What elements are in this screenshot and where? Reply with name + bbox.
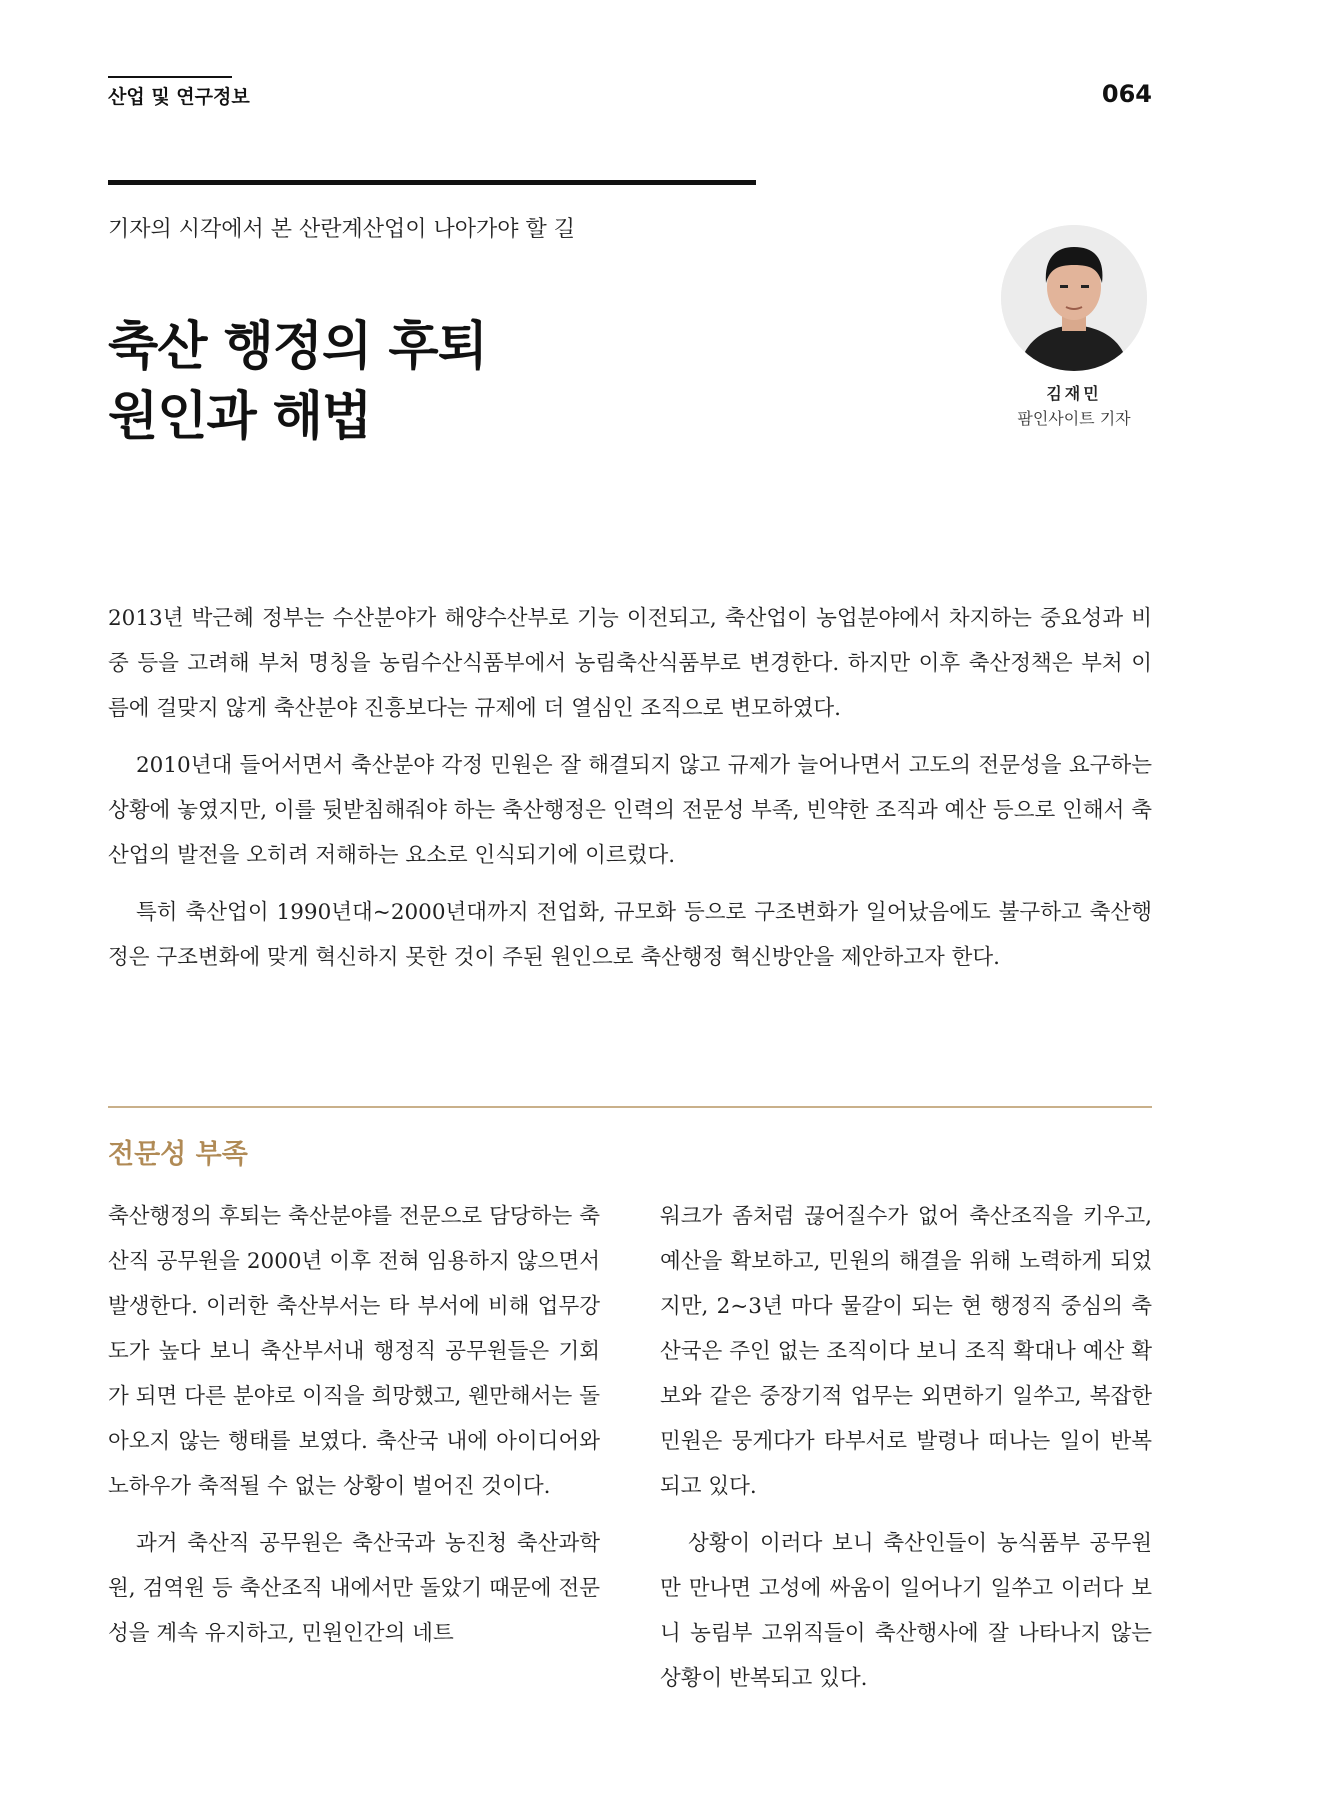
author-photo	[1001, 225, 1147, 371]
author-name: 김재민	[1046, 384, 1102, 403]
series-rule	[108, 180, 756, 185]
body-column-right	[660, 1194, 1152, 1713]
headline-line-2: 원인과 해법	[108, 387, 372, 447]
section-label: 산업 및 연구정보	[108, 86, 250, 108]
section-top-rule	[108, 76, 232, 78]
intro-text	[108, 596, 1152, 992]
body-paragraph: 상황이 이러다 보니 축산인들이 농식품부 공무원만 만나면 고성에 싸움이 일어나기 일쑤고 이러다 보니 농림부 고위직들이 축산행사에 잘 나타나지 않는 상황이 반복되고 있다.	[660, 1531, 1152, 1691]
section-subhead: 전문성 부족	[108, 1139, 248, 1170]
body-paragraph: 축산행정의 후퇴는 축산분야를 전문으로 담당하는 축산직 공무원을 2000년 이후 전혀 임용하지 않으면서 발생한다. 이러한 축산부서는 타 부서에 비해 업무강도가 높다 보니 축산부서내 행정직 공무원들은 기회가 되면 다른 분야로 이직을 희망했고, 웬만해서는 돌아오지 않는 행태를 보였다. 축산국 내에 아이디어와 노하우가 축적될 수 없는 상황이 벌어진 것이다.	[108, 1204, 600, 1499]
body-paragraph: 과거 축산직 공무원은 축산국과 농진청 축산과학원, 검역원 등 축산조직 내에서만 돌았기 때문에 전문성을 계속 유지하고, 민원인간의 네트	[108, 1531, 600, 1646]
author-role: 팜인사이트 기자	[1017, 409, 1131, 428]
intro-paragraph: 특히 축산업이 1990년대~2000년대까지 전업화, 규모화 등으로 구조변화가 일어났음에도 불구하고 축산행정은 구조변화에 맞게 혁신하지 못한 것이 주된 원인으로 축산행정 혁신방안을 제안하고자 한다.	[108, 900, 1152, 970]
page-number: 064	[1101, 80, 1152, 108]
intro-paragraph: 2010년대 들어서면서 축산분야 각정 민원은 잘 해결되지 않고 규제가 늘어나면서 고도의 전문성을 요구하는 상황에 놓였지만, 이를 뒷받침해줘야 하는 축산행정은 인력의 전문성 부족, 빈약한 조직과 예산 등으로 인해서 축산업의 발전을 오히려 저해하는 요소로 인식되기에 이르렀다.	[108, 753, 1152, 868]
article-headline	[108, 312, 487, 452]
intro-paragraph: 2013년 박근혜 정부는 수산분야가 해양수산부로 기능 이전되고, 축산업이 농업분야에서 차지하는 중요성과 비중 등을 고려해 부처 명칭을 농림수산식품부에서 농림축산식품부로 변경한다. 하지만 이후 축산정책은 부처 이름에 걸맞지 않게 축산분야 진흥보다는 규제에 더 열심인 조직으로 변모하였다.	[108, 606, 1152, 721]
body-paragraph: 워크가 좀처럼 끊어질수가 없어 축산조직을 키우고, 예산을 확보하고, 민원의 해결을 위해 노력하게 되었지만, 2~3년 마다 물갈이 되는 현 행정직 중심의 축산국은 주인 없는 조직이다 보니 조직 확대나 예산 확보와 같은 중장기적 업무는 외면하기 일쑤고, 복잡한 민원은 뭉게다가 타부서로 발령나 떠나는 일이 반복되고 있다.	[660, 1204, 1152, 1499]
series-title: 기자의 시각에서 본 산란계산업이 나아가야 할 길	[108, 217, 576, 242]
body-column-left	[108, 1194, 600, 1668]
author-portrait-image	[1001, 225, 1147, 371]
section-divider	[108, 1106, 1152, 1108]
headline-line-1: 축산 행정의 후퇴	[108, 317, 487, 377]
